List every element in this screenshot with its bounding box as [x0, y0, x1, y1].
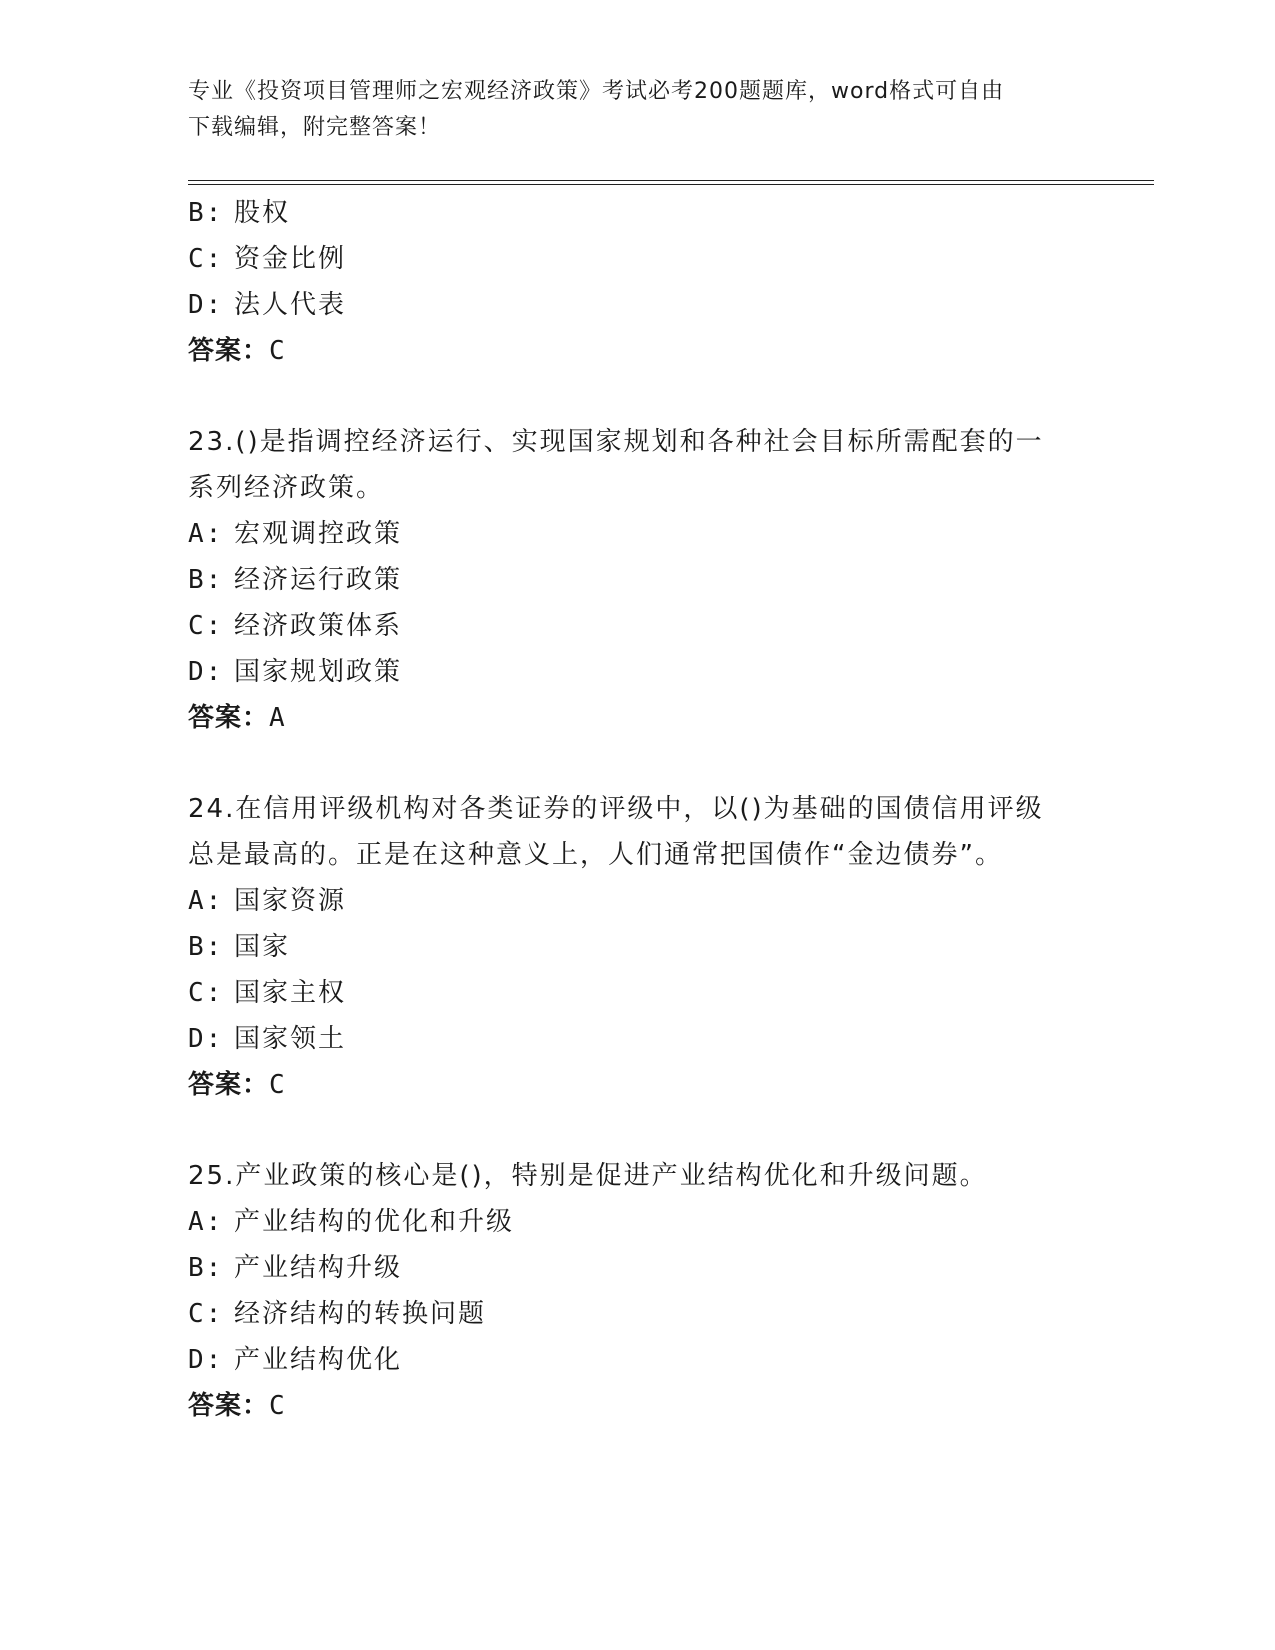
option-d: D: 国家领土 — [188, 1024, 347, 1054]
option-a: A: 产业结构的优化和升级 — [188, 1207, 515, 1237]
question-23 — [188, 419, 1088, 741]
question-24 — [188, 786, 1088, 1108]
header-line-2: 下载编辑，附完整答案！ — [188, 115, 442, 140]
option-c: C: 资金比例 — [188, 244, 347, 274]
option-d: D: 法人代表 — [188, 290, 347, 320]
question-list — [188, 190, 1088, 1429]
option-c: C: 国家主权 — [188, 978, 347, 1008]
option-d: D: 国家规划政策 — [188, 657, 403, 687]
question-25 — [188, 1153, 1088, 1429]
question-22-continued — [188, 190, 1088, 374]
answer-line: 答案：A — [188, 703, 287, 733]
header-divider-bottom — [188, 184, 1154, 185]
option-b: B: 股权 — [188, 198, 291, 228]
document-header — [188, 74, 1088, 146]
question-text: 25.产业政策的核心是()，特别是促进产业结构优化和升级问题。 — [188, 1161, 988, 1191]
answer-line: 答案：C — [188, 1391, 287, 1421]
option-c: C: 经济结构的转换问题 — [188, 1299, 487, 1329]
option-a: A: 国家资源 — [188, 886, 347, 916]
answer-line: 答案：C — [188, 336, 287, 366]
option-b: B: 产业结构升级 — [188, 1253, 403, 1283]
option-c: C: 经济政策体系 — [188, 611, 403, 641]
option-b: B: 经济运行政策 — [188, 565, 403, 595]
question-text: 23.()是指调控经济运行、实现国家规划和各种社会目标所需配套的一 系列经济政策。 — [188, 427, 1044, 503]
option-a: A: 宏观调控政策 — [188, 519, 403, 549]
header-line-1: 专业《投资项目管理师之宏观经济政策》考试必考200题题库，word格式可自由 — [188, 79, 1005, 104]
question-text: 24.在信用评级机构对各类证券的评级中，以()为基础的国债信用评级 总是最高的。正是在这种意义上，人们通常把国债作“金边债券”。 — [188, 794, 1044, 870]
header-divider-top — [188, 180, 1154, 181]
answer-line: 答案：C — [188, 1070, 287, 1100]
option-b: B: 国家 — [188, 932, 291, 962]
option-d: D: 产业结构优化 — [188, 1345, 403, 1375]
